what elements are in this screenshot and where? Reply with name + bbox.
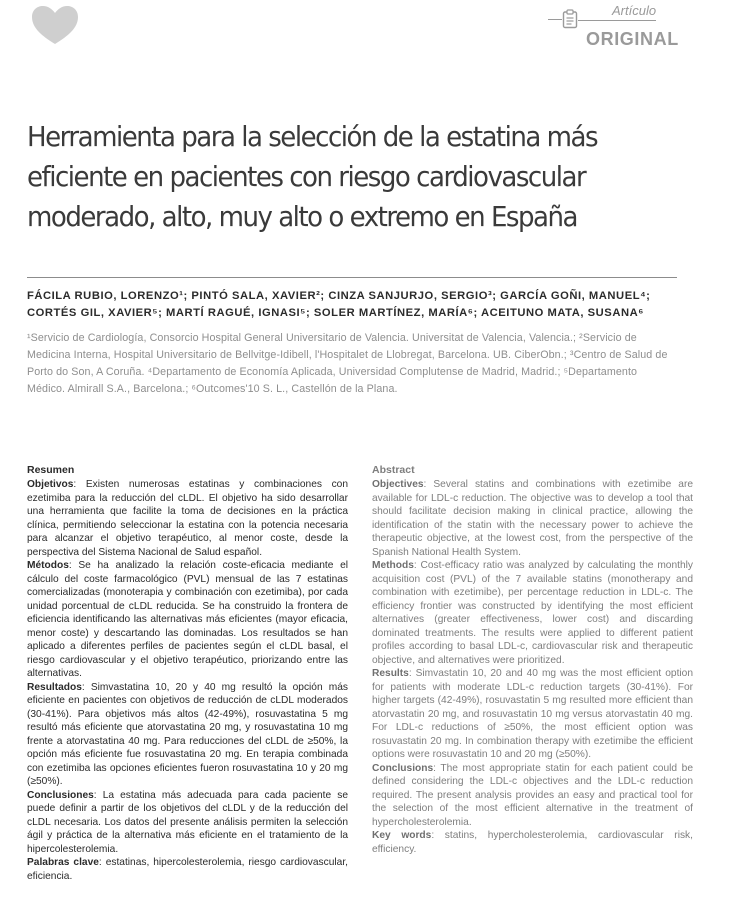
article-title: Herramienta para la selección de la estatina más eficiente en pacientes con riesgo cardiovascular moderado, alto, muy alto o extremo en España (27, 120, 598, 233)
heart-logo-icon (30, 4, 80, 46)
resumen-metodos (27, 559, 348, 681)
abstract-methods (372, 559, 693, 667)
authors-list: FÁCILA RUBIO, LORENZO¹; PINTÓ SALA, XAVIER²; CINZA SANJURJO, SERGIO³; GARCÍA GOÑI, MANUEL⁴; CORTÉS GIL, XAVIER⁵; MARTÍ RAGUÉ, IGNASI⁵; SOLER MARTÍNEZ, MARÍA⁶; ACEITUNO MATA, SUSANA⁶ (27, 290, 651, 319)
abstract-conclusions (372, 762, 693, 830)
objectives-label: Objectives (372, 479, 424, 490)
objectives-text: : Several statins and combinations with ezetimibe are available for LDL-c reduction. The objective was to develop a tool that should facilitate decision making in clinical practice, allowing the identification of the statin with the necessary power to achieve the therapeutic objective, at the lowest cost, from the perspective of the Spanish National Health System. (372, 479, 693, 558)
title-divider (27, 277, 677, 278)
abstract-column (372, 463, 693, 856)
conclusiones-label: Conclusiones (27, 789, 94, 801)
conclusions-label: Conclusions (372, 762, 434, 774)
methods-text: : Cost-efficacy ratio was analyzed by calculating the monthly acquisition cost (PVL) of the 7 available statins (monotherapy and combination with ezetimibe), per percentage reduction in LDL-c. The efficiency frontier was constructed by identifying the most efficient alternatives (greater effectiveness, lower cost) and discarding dominated treatments. The results were applied to different patient profiles according to basal LDL-c, cardiovascular risk and therapeutic objective, and alternatives were prioritized. (372, 560, 693, 666)
resumen-resultados (27, 681, 348, 789)
resumen-conclusiones (27, 789, 348, 857)
resultados-text: : Simvastatina 10, 20 y 40 mg resultó la opción más eficiente en pacientes con objetivos de reducción de cLDL moderados (30-41%). Para objetivos más altos (42-49%), rosuvastatina 5 mg resultó más eficiente que atorvastatina 20 mg, y rosuvastatina 10 mg frente a atorvastatina 40 mg. Para reducciones del cLDL de ≥50%, la opción más eficiente fue rosuvastatina 20 mg. En terapia combinada con ezetimiba las opciones eficientes fueron rosuvastatina 10 y 20 mg (≥50%). (27, 681, 348, 787)
metodos-label: Métodos (27, 560, 69, 571)
results-label: Results (372, 668, 409, 679)
conclusions-text: : The most appropriate statin for each patient could be defined considering the LDL-c objectives and the LDL-c reduction required. The present analysis provides an easy and practical tool for the selection of the most efficient alternative in the treatment of hypercholesterolemia. (372, 762, 693, 828)
clipboard-icon (562, 9, 578, 29)
resumen-heading: Resumen (27, 464, 75, 476)
abstract-keywords (372, 829, 693, 856)
conclusiones-text: : La estatina más adecuada para cada paciente se puede definir a partir de los objetivos del cLDL y de la reducción del cLDL necesaria. Los datos del presente análisis permiten la selección ágil y práctica de la alternativa más eficiente en el tratamiento de la hipercolesterolemia. (27, 789, 348, 855)
resultados-label: Resultados (27, 681, 82, 693)
palabras-clave-text: : estatinas, hipercolesterolemia, riesgo cardiovascular, eficiencia. (27, 857, 348, 882)
abstract-heading: Abstract (372, 464, 415, 476)
resumen-palabras-clave (27, 856, 348, 883)
keywords-label: Key words (372, 830, 432, 841)
affiliations: ¹Servicio de Cardiología, Consorcio Hospital General Universitario de Valencia. Universitat de Valencia, Valencia.; ²Servicio de Medicina Interna, Hospital Universitario de Bellvitge-Idibell, l'Hospitalet de Llobregat, Barcelona. UB. CiberObn.; ³Centro de Salud de Porto do Son, A Coruña. ⁴Departamento de Economía Aplicada, Universidad Complutense de Madrid, Madrid.; ⁵Departamento Médico. Almirall S.A., Barcelona.; ⁶Outcomes'10 S. L., Castellón de la Plana. (27, 332, 668, 395)
abstract-objectives (372, 478, 693, 559)
objetivos-text: : Existen numerosas estatinas y combinaciones con ezetimiba para la reducción del cLDL. El objetivo ha sido desarrollar una herramienta que facilite la toma de decisiones en la práctica clínica, permitiendo seleccionar la estatina con la potencia necesaria para alcanzar el objetivo terapéutico, al menor coste, desde la perspectiva del Sistema Nacional de Salud español. (27, 479, 348, 558)
objetivos-label: Objetivos (27, 479, 74, 490)
palabras-clave-label: Palabras clave (27, 857, 99, 868)
metodos-text: : Se ha analizado la relación coste-eficacia mediante el cálculo del coste farmacológico (PVL) mensual de las 7 estatinas comercializadas (monoterapia y combinación con ezetimiba), por cada unidad porcentual de cLDL reducida. Se ha construido la frontera de eficiencia identificando las alternativas más eficientes (mayor eficacia, menor coste) y descartando las dominadas. Los resultados se han aplicado a diferentes perfiles de pacientes según el cLDL basal, el riesgo cardiovascular y el objetivo terapéutico, priorizando entre las alternativas. (27, 560, 348, 679)
results-text: : Simvastatin 10, 20 and 40 mg was the most efficient option for patients with moderate LDL-c reduction targets (30-41%). For higher targets (42-49%), rosuvastatin 5 mg resulted more efficient than atorvastatin 20 mg, and rosuvastatin 10 mg versus atorvastatin 40 mg. For LDL-c reductions of ≥50%, the most efficient option was rosuvastatin 20 mg. In combination therapy with ezetimibe the efficient options were rosuvastatin 10 and 20 mg (≥50%). (372, 668, 693, 760)
resumen-column (27, 463, 348, 883)
methods-label: Methods (372, 560, 414, 571)
abstract-results (372, 667, 693, 762)
keywords-text: : statins, hypercholesterolemia, cardiovascular risk, efficiency. (372, 830, 693, 855)
header-divider (548, 19, 562, 20)
article-type-label: ORIGINAL (586, 29, 679, 49)
resumen-objetivos (27, 478, 348, 559)
article-kind: Artículo (612, 3, 656, 18)
